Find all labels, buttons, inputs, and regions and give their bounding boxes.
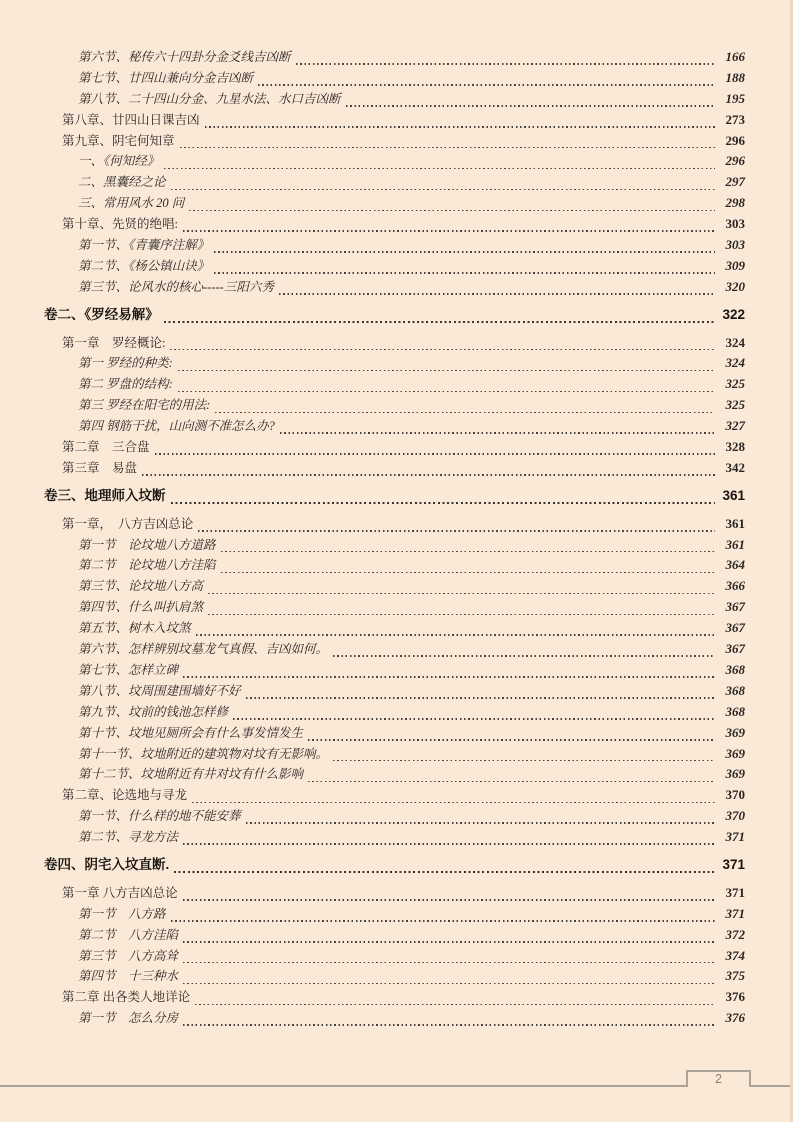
toc-entry-page: 309: [725, 257, 745, 273]
toc-entry-page: 188: [725, 69, 745, 85]
toc-entry-page: 325: [725, 397, 745, 413]
dot-leader: [233, 718, 715, 720]
dot-leader: [214, 251, 715, 253]
toc-entry[interactable]: [0, 374, 793, 395]
toc-entry-page: 303: [725, 216, 745, 232]
toc-entry-page: 368: [725, 661, 745, 677]
toc-entry-page: 372: [725, 926, 745, 942]
dot-leader: [198, 530, 715, 532]
toc-entry[interactable]: [0, 151, 793, 172]
toc-entry-page: 166: [725, 49, 745, 64]
toc-entry[interactable]: [0, 47, 793, 68]
toc-entry-page: 297: [725, 174, 745, 190]
toc-entry-page: 303: [725, 237, 745, 253]
toc-entry-page: 296: [725, 132, 745, 148]
dot-leader: [183, 941, 715, 943]
toc-entry-page: 342: [725, 459, 745, 475]
dot-leader: [174, 871, 715, 873]
toc-entry-page: 375: [725, 968, 745, 984]
toc-entry[interactable]: [0, 576, 793, 597]
toc-entry-page: 324: [725, 334, 745, 350]
toc-entry-title: 第三节、论风水的核心-----三阳六秀: [78, 279, 274, 294]
toc-entry-page: 370: [725, 787, 745, 803]
toc-entry-page: 371: [722, 856, 745, 872]
toc-entry-title: 第九章、阴宅何知章: [62, 133, 175, 148]
toc-entry-title: 第二章、论选地与寻龙: [62, 788, 188, 803]
toc-entry-title: 第十二节、坟地附近有井对坟有什么影响: [78, 767, 304, 782]
toc-entry-title: 第十章、先贤的绝唱:: [62, 217, 178, 232]
toc-entry-title: 第三 罗经在阳宅的用法:: [78, 398, 211, 413]
toc-entry-page: 371: [725, 884, 745, 900]
toc-entry-title: 卷三、地理师入坟断: [44, 487, 166, 503]
dot-leader: [170, 349, 715, 351]
toc-entry-page: 371: [725, 829, 745, 845]
toc-entry[interactable]: [0, 486, 793, 507]
toc-entry-page: 195: [725, 90, 745, 106]
toc-entry-page: 374: [725, 947, 745, 963]
dot-leader: [221, 572, 715, 574]
toc-entry-page: 369: [725, 724, 745, 740]
toc-entry-page: 322: [722, 306, 745, 322]
toc-entry-title: 第二章 出各类人地详论: [62, 990, 191, 1005]
dot-leader: [142, 474, 715, 476]
toc-entry-page: 364: [725, 557, 745, 573]
toc-entry-title: 第四节 十三种水: [78, 969, 179, 984]
dot-leader: [171, 920, 715, 922]
footer-page-number: 2: [715, 1072, 722, 1086]
footer-page-tab: [686, 1070, 751, 1087]
dot-leader: [296, 63, 715, 65]
dot-leader: [171, 189, 715, 191]
toc-entry-title: 一、《何知经》: [78, 154, 160, 169]
toc-entry[interactable]: [0, 256, 793, 277]
toc-entry[interactable]: [0, 946, 793, 967]
toc-entry-page: 369: [725, 766, 745, 782]
dot-leader: [215, 412, 715, 414]
toc-entry-title: 第七节、廿四山兼向分金吉凶断: [78, 70, 254, 85]
toc-entry-title: 第四节、什么叫扒肩煞: [78, 600, 204, 615]
toc-entry[interactable]: [0, 1008, 793, 1029]
dot-leader: [308, 739, 715, 741]
dot-leader: [183, 962, 715, 964]
toc-entry[interactable]: [0, 416, 793, 437]
dot-leader: [308, 781, 715, 783]
toc-entry[interactable]: [0, 193, 793, 214]
toc-entry-page: 361: [725, 515, 745, 531]
toc-entry-title: 第一节、什么样的地不能安葬: [78, 809, 241, 824]
toc-entry-title: 第二章 三合盘: [62, 440, 150, 455]
dot-leader: [183, 983, 715, 985]
dot-leader: [183, 899, 715, 901]
toc-entry-title: 二、黑囊经之论: [78, 175, 166, 190]
toc-entry-page: 371: [725, 905, 745, 921]
toc-entry-page: 361: [722, 487, 745, 503]
toc-entry-page: 368: [725, 682, 745, 698]
dot-leader: [221, 551, 715, 553]
dot-leader: [192, 802, 715, 804]
toc-entry[interactable]: [0, 597, 793, 618]
dot-leader: [183, 676, 715, 678]
toc-entry[interactable]: [0, 904, 793, 925]
toc-entry[interactable]: [0, 172, 793, 193]
toc-entry[interactable]: [0, 437, 793, 458]
toc-entry[interactable]: [0, 660, 793, 681]
toc-entry-title: 第八节、坟周围建围墙好不好: [78, 683, 241, 698]
toc-entry-title: 第十一节、坟地附近的建筑物对坟有无影响。: [78, 746, 329, 761]
toc-entry[interactable]: [0, 214, 793, 235]
toc-entry[interactable]: [0, 764, 793, 785]
toc-entry-title: 三、常用风水 20 问: [78, 196, 185, 211]
dot-leader: [183, 843, 715, 845]
toc-entry-page: 273: [725, 111, 745, 127]
toc-entry-page: 376: [725, 989, 745, 1005]
dot-leader: [208, 614, 715, 616]
toc-entry[interactable]: [0, 555, 793, 576]
toc-entry[interactable]: [0, 987, 793, 1008]
toc-entry[interactable]: [0, 618, 793, 639]
toc-entry-title: 第二节、《杨公镇山诀》: [78, 258, 210, 273]
toc-entry-title: 卷四、阴宅入坟直断.: [44, 856, 170, 872]
toc-entry[interactable]: [0, 333, 793, 354]
toc-entry-title: 第一章 八方吉凶总论: [62, 885, 178, 900]
toc-entry-title: 第一节 八方路: [78, 906, 166, 921]
toc-entry[interactable]: [0, 277, 793, 298]
footer-rule-left: [0, 1085, 686, 1087]
toc-entry-title: 第二节、寻龙方法: [78, 830, 179, 845]
table-of-contents: [0, 47, 793, 1029]
toc-entry-title: 第一 罗经的种类:: [78, 356, 173, 371]
toc-entry-title: 第一节 论坟地八方道路: [78, 537, 216, 552]
toc-entry[interactable]: [0, 806, 793, 827]
footer-rule-right: [749, 1085, 793, 1087]
toc-entry-title: 第九节、坟前的钱池怎样修: [78, 704, 229, 719]
dot-leader: [183, 1024, 715, 1026]
toc-entry[interactable]: [0, 395, 793, 416]
dot-leader: [178, 391, 715, 393]
toc-entry[interactable]: [0, 639, 793, 660]
dot-leader: [164, 321, 715, 323]
toc-entry[interactable]: [0, 744, 793, 765]
toc-entry-title: 第三节 八方高耸: [78, 948, 179, 963]
dot-leader: [171, 502, 716, 504]
dot-leader: [279, 293, 715, 295]
toc-entry-title: 第一章 罗经概论:: [62, 335, 166, 350]
toc-entry-page: 296: [725, 153, 745, 169]
toc-entry[interactable]: [0, 925, 793, 946]
dot-leader: [183, 230, 715, 232]
dot-leader: [164, 168, 715, 170]
toc-entry[interactable]: [0, 855, 793, 876]
toc-entry-title: 第六节、秘传六十四卦分金爻线吉凶断: [78, 50, 291, 64]
dot-leader: [196, 634, 715, 636]
toc-entry-title: 第二 罗盘的结构:: [78, 377, 173, 392]
toc-entry[interactable]: [0, 681, 793, 702]
toc-entry-page: 376: [725, 1010, 745, 1026]
toc-entry-title: 第一章， 八方吉凶总论: [62, 516, 194, 531]
dot-leader: [280, 432, 715, 434]
toc-entry-page: 325: [725, 376, 745, 392]
dot-leader: [346, 105, 715, 107]
toc-entry[interactable]: [0, 458, 793, 479]
toc-entry-title: 第十节、坟地见厕所会有什么事发情发生: [78, 725, 304, 740]
dot-leader: [195, 1004, 715, 1006]
toc-entry-page: 366: [725, 578, 745, 594]
dot-leader: [189, 210, 715, 212]
toc-entry-page: 298: [725, 195, 745, 211]
toc-entry[interactable]: [0, 131, 793, 152]
toc-entry-page: 367: [725, 620, 745, 636]
toc-entry[interactable]: [0, 68, 793, 89]
toc-entry-page: 328: [725, 439, 745, 455]
dot-leader: [205, 126, 715, 128]
toc-entry-page: 324: [725, 355, 745, 371]
dot-leader: [246, 822, 715, 824]
toc-entry-page: 370: [725, 808, 745, 824]
toc-entry-page: 367: [725, 641, 745, 657]
toc-entry-title: 第七节、怎样立碑: [78, 662, 179, 677]
toc-entry-page: 320: [725, 278, 745, 294]
toc-entry[interactable]: [0, 353, 793, 374]
dot-leader: [155, 453, 715, 455]
toc-entry-title: 第三章 易盘: [62, 460, 138, 475]
toc-entry-title: 第二节 论坟地八方洼陷: [78, 558, 216, 573]
toc-entry-title: 第八章、廿四山日课吉凶: [62, 112, 200, 127]
toc-entry[interactable]: [0, 827, 793, 848]
dot-leader: [180, 147, 715, 149]
dot-leader: [246, 697, 715, 699]
toc-entry-page: 327: [725, 418, 745, 434]
toc-entry-title: 第三节、论坟地八方高: [78, 579, 204, 594]
toc-entry-page: 361: [725, 536, 745, 552]
dot-leader: [214, 272, 715, 274]
toc-entry[interactable]: [0, 723, 793, 744]
toc-entry-title: 第一节、《青囊序注解》: [78, 238, 210, 253]
dot-leader: [333, 655, 715, 657]
toc-entry-title: 第六节、怎样辨别坟墓龙气真假、吉凶如何。: [78, 642, 329, 657]
dot-leader: [333, 760, 715, 762]
toc-entry[interactable]: [0, 785, 793, 806]
toc-entry[interactable]: [0, 883, 793, 904]
toc-entry-title: 第一节 怎么分房: [78, 1011, 179, 1026]
toc-entry[interactable]: [0, 702, 793, 723]
toc-entry[interactable]: [0, 110, 793, 131]
toc-entry[interactable]: [0, 966, 793, 987]
toc-entry[interactable]: [0, 514, 793, 535]
toc-entry-title: 第二节 八方洼陷: [78, 927, 179, 942]
toc-entry-title: 第四 钢筋干扰，山向测不准怎么办?: [78, 419, 275, 434]
toc-entry[interactable]: [0, 535, 793, 556]
toc-entry[interactable]: [0, 89, 793, 110]
toc-entry-page: 369: [725, 745, 745, 761]
toc-entry-title: 第五节、树木入坟煞: [78, 621, 191, 636]
toc-entry-title: 第八节、二十四山分金、九星水法、水口吉凶断: [78, 91, 341, 106]
dot-leader: [208, 593, 715, 595]
dot-leader: [178, 370, 715, 372]
toc-entry[interactable]: [0, 235, 793, 256]
toc-entry-page: 367: [725, 599, 745, 615]
toc-entry-title: 卷二、《罗经易解》: [44, 306, 159, 322]
dot-leader: [258, 84, 715, 86]
toc-entry[interactable]: [0, 305, 793, 326]
toc-entry-page: 368: [725, 703, 745, 719]
